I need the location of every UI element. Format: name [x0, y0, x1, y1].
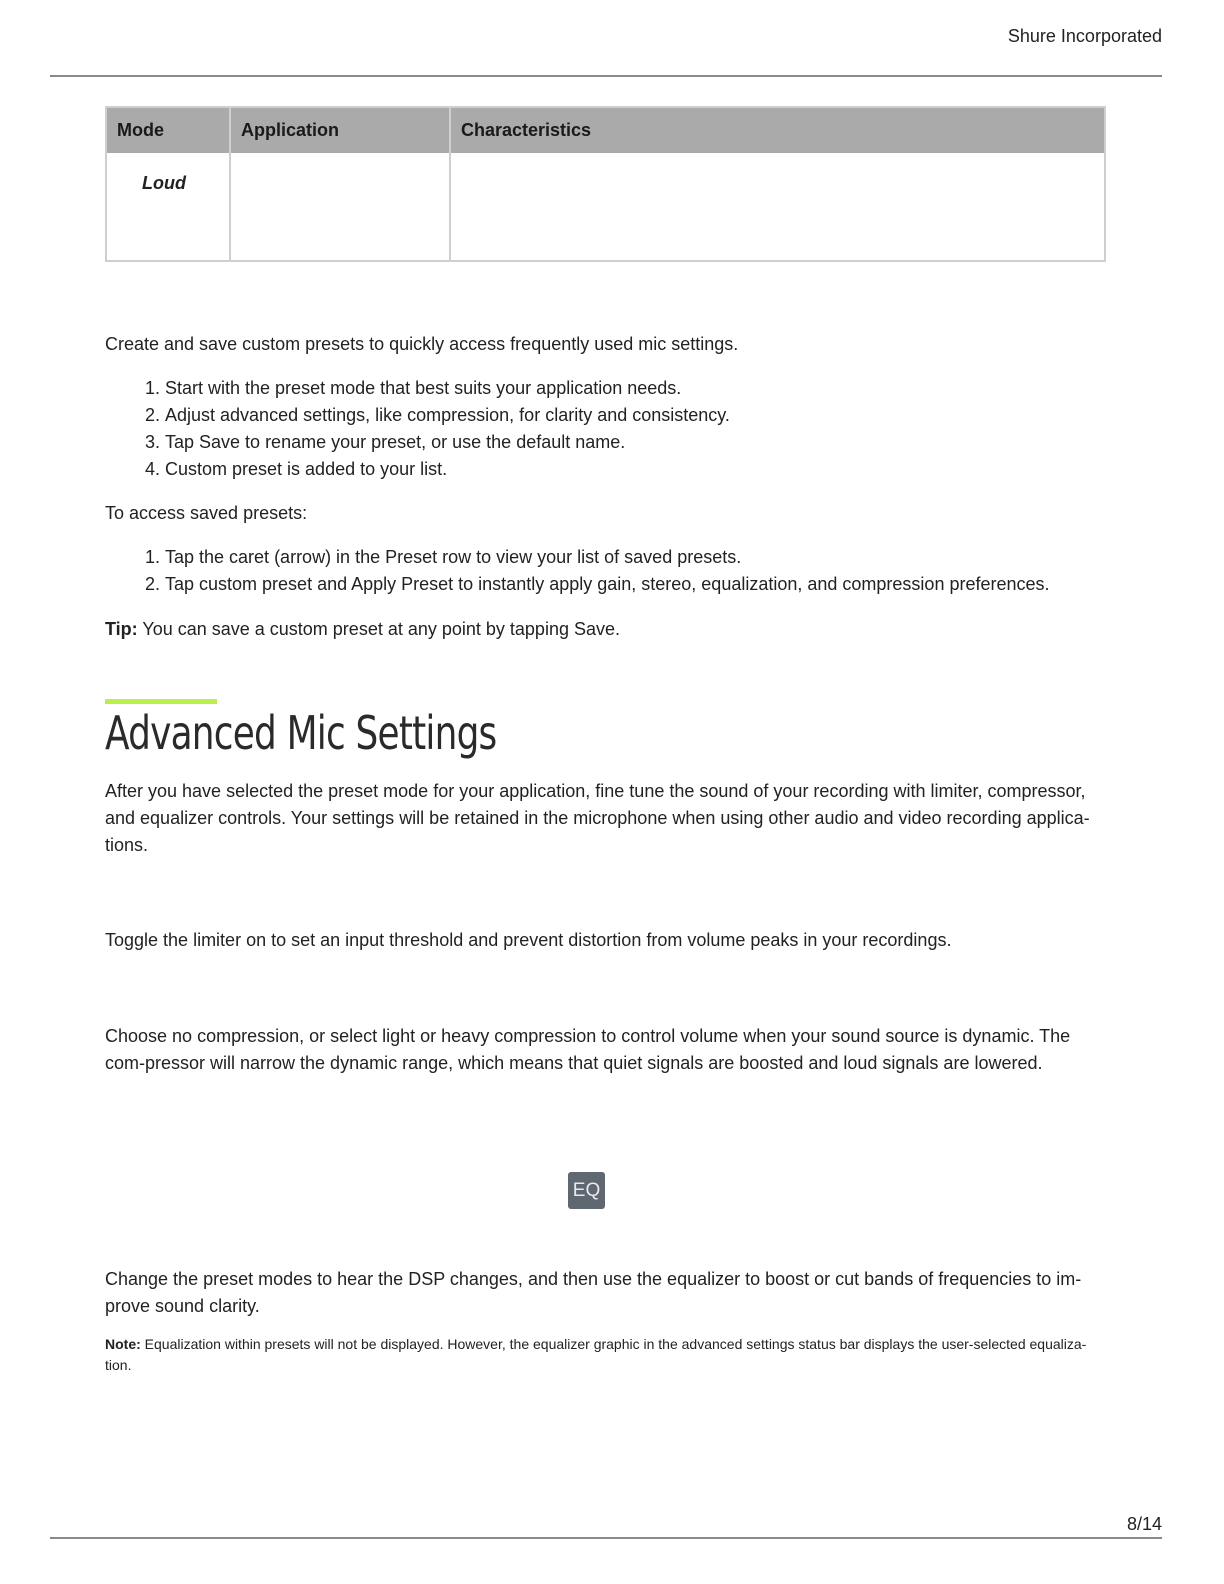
column-header-characteristics: Characteristics — [450, 107, 1105, 153]
equalizer-description: Change the preset modes to hear the DSP changes, and then use the equalizer to boost or cut bands of frequencies to im-prove sound clarity. — [105, 1269, 1082, 1316]
eq-icon: EQ — [568, 1172, 605, 1209]
table-row — [106, 153, 1105, 261]
note-label: Note: — [105, 1336, 141, 1352]
compressor-description: Choose no compression, or select light or heavy compression to control volume when your sound source is dynamic. The com-pressor will narrow the dynamic range, which means that quiet signals are boosted and loud signals are lowered. — [105, 1026, 1071, 1073]
preset-modes-table — [105, 106, 1106, 262]
characteristics-cell — [450, 153, 1105, 261]
tip-label: Tip: — [105, 619, 138, 639]
section-accent-bar — [105, 699, 217, 704]
company-name: Shure Incorporated — [1007, 26, 1162, 46]
note-text: Equalization within presets will not be displayed. However, the equalizer graphic in the advanced settings status bar displays the user-selected equaliza-tion. — [105, 1336, 1087, 1373]
list-item: 2. Tap custom preset and Apply Preset to instantly apply gain, stereo, equalization, and compression preferences. — [165, 571, 1050, 598]
tip-text: You can save a custom preset at any point by tapping Save. — [137, 619, 620, 639]
header-divider — [50, 75, 1162, 77]
list-item: 3. Tap Save to rename your preset, or use the default name. — [165, 429, 730, 456]
page-number: 8/14 — [1126, 1514, 1162, 1534]
advanced-intro: After you have selected the preset mode for your application, fine tune the sound of your recording with limiter, compressor, and equalizer controls. Your settings will be retained in the microphone when using other audio and video recording applica-tions. — [105, 781, 1090, 855]
list-item: 4. Custom preset is added to your list. — [165, 456, 730, 483]
limiter-description: Toggle the limiter on to set an input threshold and prevent distortion from volume peaks in your recordings. — [105, 930, 952, 950]
column-header-application: Application — [230, 107, 450, 153]
column-header-mode: Mode — [106, 107, 230, 153]
access-steps-list — [105, 544, 1050, 598]
section-title: Advanced Mic Settings — [105, 706, 497, 760]
presets-intro: Create and save custom presets to quickly access frequently used mic settings. — [105, 334, 739, 354]
application-cell — [230, 153, 450, 261]
note-paragraph — [105, 1334, 1105, 1376]
list-item: 1. Start with the preset mode that best suits your application needs. — [165, 375, 730, 402]
list-item: 2. Adjust advanced settings, like compression, for clarity and consistency. — [165, 402, 730, 429]
access-presets-intro: To access saved presets: — [105, 503, 308, 523]
footer-divider — [50, 1537, 1162, 1539]
list-item: 1. Tap the caret (arrow) in the Preset row to view your list of saved presets. — [165, 544, 1050, 571]
preset-steps-list — [105, 375, 730, 483]
table-header-row — [106, 107, 1105, 153]
tip-paragraph — [105, 616, 1105, 643]
mode-cell: Loud — [106, 153, 230, 261]
